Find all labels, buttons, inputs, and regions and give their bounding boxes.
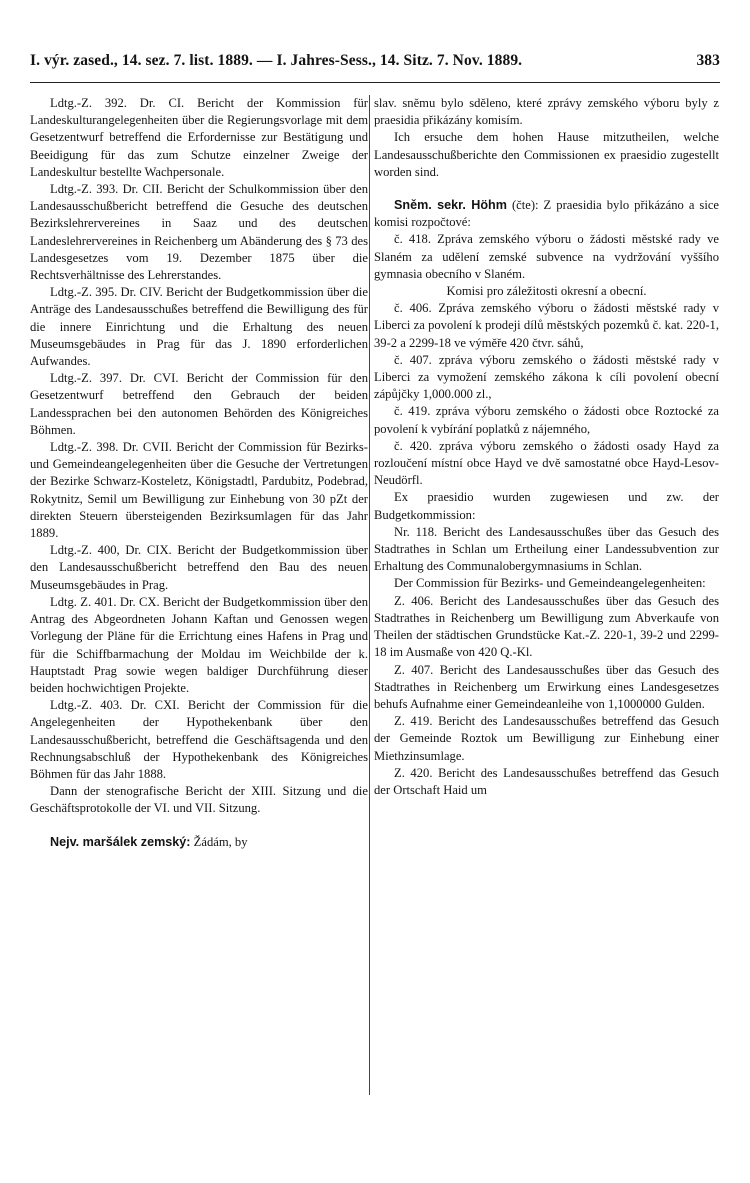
- left-paragraph: Ldtg.-Z. 398. Dr. CVII. Bericht der Commission für Bezirks- und Gemeindeangelegenheiten über die Gesuche der Vertretungen der Bezirke Schwarz-Kosteletz, Königstadtl, Pardubitz, Podebrad, Rokytnitz, Semil um Bewilligung zur Einhebung von 30 pZt der direkten Steuern übersteigenden Bezirksumlagen für das Jahr 1889.: [30, 440, 368, 541]
- right-paragraph: č. 420. zpráva výboru zemského o žádosti osady Hayd za rozloučení místní obce Hayd ve dvě samostatné obce Hayd-Lesov-Neudörfl.: [374, 438, 719, 488]
- left-paragraph: Ldtg. Z. 401. Dr. CX. Bericht der Budgetkommission über den Antrag des Abgeordneten Johann Kaftan und Genossen wegen Vorlegung der Pläne für die Errichtung eines Hafens in Prag und für die Schiffbarmachung der Moldau im Weichbilde der k. Hauptstadt Prag sowie wegen baldiger Durchführung dieser beiden hochwichtigen Projekte.: [30, 594, 368, 695]
- speech-text: Žádám, by: [193, 834, 248, 849]
- speaker-line: [374, 197, 719, 231]
- right-paragraph: Der Commission für Bezirks- und Gemeindeangelegenheiten:: [394, 576, 706, 591]
- left-paragraph: Ldtg.-Z. 397. Dr. CVI. Bericht der Commission für den Gesetzentwurf betreffend den Gebrauch der beiden Landessprachen bei den autonomen Behörden des Königreiches Böhmen.: [30, 371, 368, 437]
- right-paragraph: č. 407. zpráva výboru zemského o žádosti městské rady v Liberci za vymožení zemského zákona k cíli povolení obecní zápůjčky 1,000.000 zl.,: [374, 352, 719, 402]
- speaker-name: Sněm. sekr. Höhm: [394, 198, 507, 213]
- speaker-line: [30, 834, 368, 851]
- right-column: [374, 95, 719, 799]
- spacer: [374, 181, 719, 197]
- left-paragraph: Ldtg.-Z. 395. Dr. CIV. Bericht der Budgetkommission über die Anträge des Landesausschußes betreffend die Bewilligung des für die innere Einrichtung und die Erhaltung des neuen Museumsgebäudes in Prag für das J. 1890 erforderlichen Aufwandes.: [30, 285, 368, 369]
- right-paragraph: č. 419. zpráva výboru zemského o žádosti obce Roztocké za povolení k vybírání poplatků z nájemného,: [374, 404, 719, 436]
- right-paragraph: Ex praesidio wurden zugewiesen und zw. der Budgetkommission:: [374, 490, 719, 522]
- left-column: [30, 95, 368, 851]
- spacer: [30, 818, 368, 834]
- left-paragraph: Ldtg.-Z. 392. Dr. CI. Bericht der Kommission für Landeskulturangelegenheiten über die Regierungsvorlage mit dem Gesetzentwurf betreffend die Erfordernisse zur Bestätigung und Beeidigung für das zum Schutze einzelner Zweige der Landeskultur bestellte Wachpersonale.: [30, 96, 368, 179]
- left-paragraph: Dann der stenografische Bericht der XIII. Sitzung und die Geschäftsprotokolle der VI. und VII. Sitzung.: [30, 784, 368, 816]
- right-paragraph: č. 406. Zpráva zemského výboru o žádosti městské rady v Liberci za povolení k prodeji dílů městských pozemků č. kat. 220-1, 39-2 a 2299-18 ve výměře 420 čtvr. sáhů,: [374, 301, 719, 350]
- right-paragraph: Z. 406. Bericht des Landesausschußes über das Gesuch des Stadtrathes in Reichenberg um Bewilligung zum Abverkaufe von Theilen der städtischen Grundstücke Kat.-Z. 220-1, 39-2 und 2299-18 im Ausmaße von 420 Q.-Kl.: [374, 593, 719, 660]
- right-paragraph: Z. 420. Bericht des Landesausschußes betreffend das Gesuch der Ortschaft Haid um: [374, 765, 719, 797]
- right-paragraph: slav. sněmu bylo sděleno, které zprávy zemského výboru byly z praesidia přikázány komisím.: [374, 96, 719, 128]
- page-number: 383: [696, 52, 720, 69]
- header-rule: [30, 82, 720, 83]
- left-paragraph: Ldtg.-Z. 400, Dr. CIX. Bericht der Budgetkommission über den Landesausschußbericht betreffend den Bau des neuen Museumsgebäudes in Prag.: [30, 543, 368, 592]
- right-paragraph: Z. 419. Bericht des Landesausschußes betreffend das Gesuch der Gemeinde Roztok um Bewilligung zur Einhebung einer Miethzinsumlage.: [374, 714, 719, 763]
- column-divider: [369, 95, 370, 1095]
- speaker-name: Nejv. maršálek zemský:: [50, 834, 191, 849]
- left-paragraph: Ldtg.-Z. 393. Dr. CII. Bericht der Schulkommission über den Landesausschußbericht betreffend die Gesuche des deutschen Bezirkslehrervereines in Saaz und des deutschen Landeslehrervereines in Reichenberg um Abänderung des § 73 des Landesgesetzes vom 19. Dezember 1875 über die Rechtsverhältnisse des Lehrerstandes.: [30, 182, 368, 283]
- speech-text: (čte): Z praesidia bylo přikázáno a sice komisi rozpočtové:: [374, 198, 720, 230]
- running-title: I. výr. zased., 14. sez. 7. list. 1889. — I. Jahres-Sess., 14. Sitz. 7. Nov. 1889.: [30, 52, 523, 69]
- right-paragraph: Ich ersuche dem hohen Hause mitzutheilen, welche Landesausschußberichte den Commissionen ex praesidio zugestellt worden sind.: [374, 130, 719, 179]
- right-subheading: Komisi pro záležitosti okresní a obecní.: [446, 284, 647, 299]
- running-header: [30, 48, 720, 76]
- right-paragraph: č. 418. Zpráva zemského výboru o žádosti městské rady ve Slaném za udělení zemské subvence na vydržování vyššího gymnasia obecního v Slaném.: [374, 232, 719, 281]
- left-paragraph: Ldtg.-Z. 403. Dr. CXI. Bericht der Commission für die Angelegenheiten der Hypothekenbank über den Landesausschußbericht, betreffend die Geschäftsagenda und den Rechnungsabschluß der Hypothekenbank des Königreiches Böhmen für das Jahr 1888.: [30, 698, 368, 781]
- right-paragraph: Nr. 118. Bericht des Landesausschußes über das Gesuch des Stadtrathes in Schlan um Ertheilung einer Landessubvention zur Erhaltung des Communalobergymnasiums in Schlan.: [374, 524, 719, 574]
- right-paragraph: Z. 407. Bericht des Landesausschußes über das Gesuch des Stadtrathes in Reichenberg um Erwirkung eines Landesgesetzes behufs Aufnahme einer Gemeindeanleihe von 1,1000000 Gulden.: [374, 662, 719, 711]
